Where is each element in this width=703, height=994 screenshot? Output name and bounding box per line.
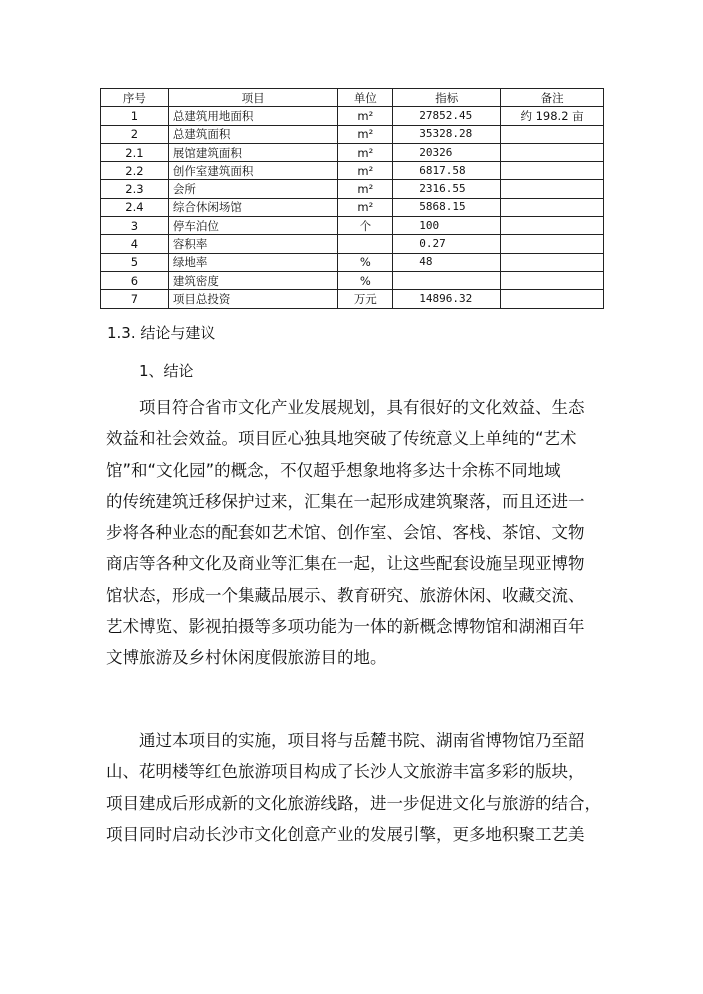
conclusion-paragraph [106, 392, 600, 674]
row-number: 2.4 [101, 198, 169, 216]
paragraph-line: 山、花明楼等红色旅游项目构成了长沙人文旅游丰富多彩的版块， [106, 762, 585, 782]
paragraph-line: 项目符合省市文化产业发展规划，具有很好的文化效益、生态 [106, 398, 585, 417]
row-value: 14896.32 [393, 290, 501, 308]
row-number: 2 [101, 125, 169, 143]
paragraph-line: 步将各种业态的配套如艺术馆、创作室、会馆、客栈、茶馆、文物 [106, 523, 585, 543]
project-indicator-table [100, 88, 604, 309]
row-item: 会所 [168, 180, 338, 198]
header-no: 序号 [101, 89, 169, 107]
implementation-paragraph [106, 725, 600, 850]
row-value: 2316.55 [393, 180, 501, 198]
row-note: 约 198.2 亩 [501, 107, 604, 125]
row-unit: m² [338, 143, 393, 161]
row-item: 展馆建筑面积 [168, 143, 338, 161]
row-value: 27852.45 [393, 107, 501, 125]
paragraph-line: 效益和社会效益。项目匠心独具地突破了传统意义上单纯的“艺术 [106, 429, 577, 449]
row-item: 项目总投资 [168, 290, 338, 308]
row-item: 绿地率 [168, 253, 338, 271]
paragraph-line: 艺术博览、影视拍摄等多项功能为一体的新概念博物馆和湖湘百年 [106, 617, 585, 637]
table-row [101, 180, 604, 198]
paragraph-line: 文博旅游及乡村休闲度假旅游目的地。 [106, 648, 387, 668]
header-item: 项目 [168, 89, 338, 107]
row-number: 2.2 [101, 162, 169, 180]
row-note [501, 125, 604, 143]
row-value: 35328.28 [393, 125, 501, 143]
row-note [501, 271, 604, 289]
row-unit: m² [338, 198, 393, 216]
row-item: 停车泊位 [168, 217, 338, 235]
table-row [101, 162, 604, 180]
row-number: 6 [101, 271, 169, 289]
row-number: 5 [101, 253, 169, 271]
row-number: 2.3 [101, 180, 169, 198]
table-row [101, 253, 604, 271]
row-note [501, 217, 604, 235]
row-value: 0.27 [393, 235, 501, 253]
row-item: 容积率 [168, 235, 338, 253]
row-value: 20326 [393, 143, 501, 161]
paragraph-line: 的传统建筑迁移保护过来，汇集在一起形成建筑聚落，而且还进一 [106, 491, 585, 511]
table-row [101, 198, 604, 216]
table-row [101, 271, 604, 289]
row-value: 5868.15 [393, 198, 501, 216]
row-unit: m² [338, 125, 393, 143]
table-row [101, 290, 604, 308]
row-note [501, 180, 604, 198]
row-note [501, 253, 604, 271]
row-item: 总建筑面积 [168, 125, 338, 143]
row-note [501, 198, 604, 216]
row-value: 6817.58 [393, 162, 501, 180]
row-value [393, 271, 501, 289]
row-unit: m² [338, 107, 393, 125]
paragraph-line: 商店等各种文化及商业等汇集在一起，让这些配套设施呈现亚博物 [106, 554, 585, 574]
table-row [101, 107, 604, 125]
table-row [101, 143, 604, 161]
row-note [501, 235, 604, 253]
row-item: 综合休闲场馆 [168, 198, 338, 216]
table-row [101, 125, 604, 143]
row-note [501, 290, 604, 308]
row-item: 创作室建筑面积 [168, 162, 338, 180]
header-note: 备注 [501, 89, 604, 107]
row-unit: m² [338, 180, 393, 198]
paragraph-line: 项目同时启动长沙市文化创意产业的发展引擎，更多地积聚工艺美 [106, 824, 585, 844]
row-number: 3 [101, 217, 169, 235]
row-number: 1 [101, 107, 169, 125]
row-unit: % [338, 253, 393, 271]
paragraph-line: 通过本项目的实施，项目将与岳麓书院、湖南省博物馆乃至韶 [106, 731, 585, 750]
row-unit: 个 [338, 217, 393, 235]
table-row [101, 235, 604, 253]
section-heading: 1.3. 结论与建议 [107, 324, 216, 342]
row-number: 2.1 [101, 143, 169, 161]
header-value: 指标 [393, 89, 501, 107]
row-number: 4 [101, 235, 169, 253]
row-number: 7 [101, 290, 169, 308]
row-value: 100 [393, 217, 501, 235]
header-unit: 单位 [338, 89, 393, 107]
row-unit: m² [338, 162, 393, 180]
row-unit: 万元 [338, 290, 393, 308]
row-note [501, 143, 604, 161]
table-header-row [101, 89, 604, 107]
subheading: 1、结论 [139, 362, 194, 380]
paragraph-line: 项目建成后形成新的文化旅游线路，进一步促进文化与旅游的结合， [106, 793, 601, 813]
row-note [501, 162, 604, 180]
row-item: 总建筑用地面积 [168, 107, 338, 125]
row-item: 建筑密度 [168, 271, 338, 289]
paragraph-line: 馆状态，形成一个集藏品展示、教育研究、旅游休闲、收藏交流、 [106, 585, 585, 605]
row-value: 48 [393, 253, 501, 271]
table-row [101, 217, 604, 235]
row-unit [338, 235, 393, 253]
paragraph-line: 馆”和“文化园”的概念，不仅超乎想象地将多达十余栋不同地域 [106, 460, 561, 480]
row-unit: % [338, 271, 393, 289]
